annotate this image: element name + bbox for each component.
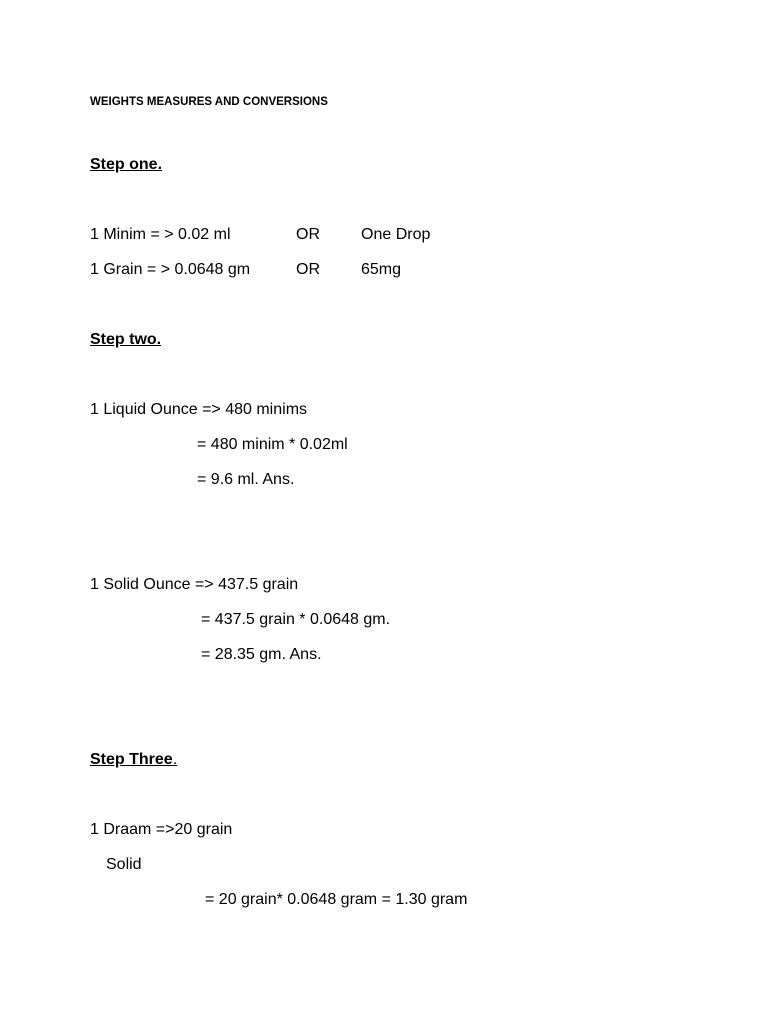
step-one-heading: Step one.: [90, 156, 163, 173]
minim-conversion-right: One Drop: [361, 226, 431, 243]
solid-ounce-line-3: = 28.35 gm. Ans.: [201, 646, 322, 663]
step-three-heading-period: .: [172, 751, 178, 768]
document-title: WEIGHTS MEASURES AND CONVERSIONS: [90, 96, 328, 108]
grain-conversion-left: 1 Grain = > 0.0648 gm: [90, 261, 251, 278]
minim-conversion-or: OR: [296, 226, 320, 243]
draam-line-3: = 20 grain* 0.0648 gram = 1.30 gram: [205, 891, 468, 908]
grain-conversion-or: OR: [296, 261, 320, 278]
draam-line-1: 1 Draam =>20 grain: [90, 821, 233, 838]
liquid-ounce-line-1: 1 Liquid Ounce => 480 minims: [90, 401, 308, 418]
solid-ounce-line-1: 1 Solid Ounce => 437.5 grain: [90, 576, 299, 593]
liquid-ounce-line-3: = 9.6 ml. Ans.: [197, 471, 295, 488]
liquid-ounce-line-2: = 480 minim * 0.02ml: [197, 436, 348, 453]
step-three-heading-text: Step Three: [90, 751, 173, 768]
draam-line-2: Solid: [106, 856, 142, 873]
minim-conversion-left: 1 Minim = > 0.02 ml: [90, 226, 231, 243]
step-two-heading: Step two.: [90, 331, 162, 348]
solid-ounce-line-2: = 437.5 grain * 0.0648 gm.: [201, 611, 391, 628]
grain-conversion-right: 65mg: [361, 261, 402, 278]
step-three-heading: [90, 750, 177, 770]
